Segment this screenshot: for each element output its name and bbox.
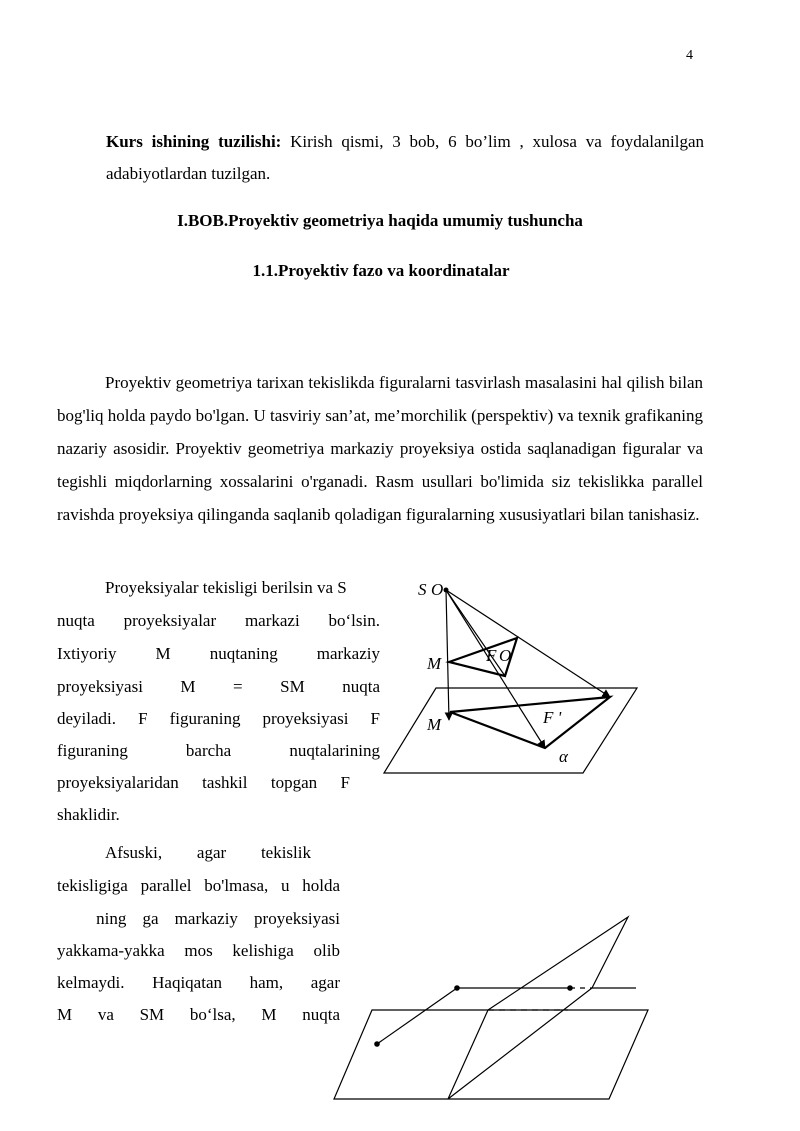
intro-bold-label: Kurs ishining tuzilishi: — [106, 132, 282, 151]
p2-line-6: figuraning barcha nuqtalarining — [57, 741, 380, 760]
p2-line-2: nuqta proyeksiyalar markazi bo‘lsin. — [57, 611, 380, 630]
p3-line-1: Afsuski, agar tekislik — [105, 843, 311, 862]
page-number: 4 — [686, 48, 693, 63]
p2-line-3: Ixtiyoriy M nuqtaning markaziy — [57, 644, 380, 663]
p3-line-5: kelmaydi. Haqiqatan ham, agar — [57, 973, 340, 992]
chapter-title: I.BOB.Proyektiv geometriya haqida umumiy tushuncha — [177, 211, 583, 230]
label-m-upper: M — [427, 654, 442, 673]
p3-line-6: M va SM bo‘lsa, M nuqta — [57, 1005, 340, 1024]
line-to-point — [377, 988, 457, 1044]
p2-line-7: proyeksiyalaridan tashkil topgan F — [57, 773, 350, 792]
label-s: S — [418, 580, 427, 599]
section-title: 1.1.Proyektiv fazo va koordinatalar — [252, 261, 510, 280]
label-m-lower: M — [427, 715, 442, 734]
p3-line-3: ning ga markaziy proyeksiyasi — [80, 909, 340, 928]
p2-line-1: Proyeksiyalar tekisligi berilsin va S — [105, 578, 347, 597]
label-o: O — [431, 580, 444, 599]
p3-line-4: yakkama-yakka mos kelishiga olib — [57, 941, 340, 960]
paragraph-1: Proyektiv geometriya tarixan tekislikda figuralarni tasvirlash masalasini hal qilish bilan bog'liq holda paydo bo'lgan. U tasviriy san’at, me’morchilik (perspektiv) va texnik grafikaning nazariy asosidir. Proyektiv geometriya markaziy proyeksiya ostida saqlanadigan figuralar va tegishli miqdorlarning xossalarini o'rganadi. Rasm usullari bo'limida siz tekislikka parallel ravishda proyeksiya qilinganda saqlanib qoladigan figuralarning xususiyatlari bilan tanishasiz. — [57, 373, 703, 524]
p3-line-2: tekisligiga parallel bo'lmasa, u holda — [57, 876, 340, 895]
point-c — [567, 985, 573, 991]
horizontal-plane — [334, 1010, 648, 1099]
label-alpha: α — [559, 747, 568, 766]
p2-line-4: proyeksiyasi M = SM nuqta — [57, 677, 380, 696]
slanted-plane — [448, 917, 628, 1099]
p2-line-8: shaklidir. — [57, 805, 120, 824]
p2-line-5: deyiladi. F figuraning proyeksiyasi F — [57, 709, 380, 728]
label-f-prime: F ʹ — [543, 708, 562, 727]
point-a — [374, 1041, 380, 1047]
label-f: F — [486, 646, 497, 665]
intro-text: Kirish qismi, 3 bob, 6 bo’lim , xulosa va foydalanilgan adabiyotlardan tuzilgan. — [106, 132, 704, 183]
point-b — [454, 985, 460, 991]
label-o2: O — [499, 646, 512, 665]
